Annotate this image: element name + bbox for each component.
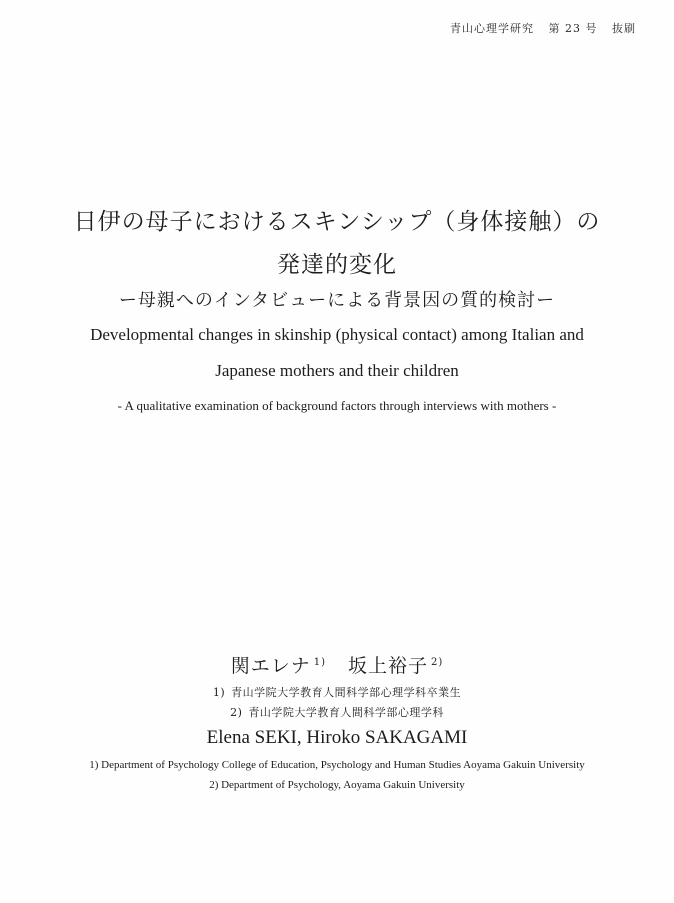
author-2-name-jp: 坂上裕子 — [348, 655, 429, 677]
japanese-subtitle: ー母親へのインタビューによる背景因の質的検討ー — [118, 290, 556, 311]
author-2-affiliation-mark: 2) — [431, 656, 444, 668]
journal-name: 青山心理学研究 — [450, 22, 534, 35]
journal-header — [450, 20, 636, 36]
japanese-title-line-1: 日伊の母子におけるスキンシップ（身体接触）の — [73, 209, 601, 235]
english-affiliation-1: 1) Department of Psychology College of Education, Psychology and Human Studies Aoyama Gakuin University — [89, 759, 585, 771]
english-title-line-2: Japanese mothers and their children — [215, 361, 459, 380]
affiliation-1-mark: 1) — [212, 686, 226, 699]
japanese-title-line-2: 発達的変化 — [277, 252, 397, 278]
journal-volume: 第 23 号 — [548, 22, 598, 35]
english-authors: Elena SEKI, Hiroko SAKAGAMI — [206, 727, 468, 748]
affiliation-2-text-jp: 青山学院大学教育人間科学部心理学科 — [248, 706, 444, 719]
japanese-affiliation-2 — [0, 704, 674, 720]
affiliation-2-mark: 2) — [230, 706, 243, 719]
japanese-affiliation-1 — [0, 684, 674, 700]
author-1-affiliation-mark: 1) — [313, 656, 326, 668]
affiliation-1-text-jp: 青山学院大学教育人間科学部心理学科卒業生 — [231, 686, 462, 699]
author-1-name-jp: 関エレナ — [230, 655, 311, 677]
japanese-authors — [0, 651, 674, 678]
offprint-label: 抜刷 — [612, 22, 636, 35]
english-subtitle: - A qualitative examination of background factors through interviews with mothers - — [117, 398, 557, 413]
english-affiliation-2: 2) Department of Psychology, Aoyama Gakuin University — [209, 779, 465, 791]
english-title-line-1: Developmental changes in skinship (physical contact) among Italian and — [90, 325, 584, 344]
